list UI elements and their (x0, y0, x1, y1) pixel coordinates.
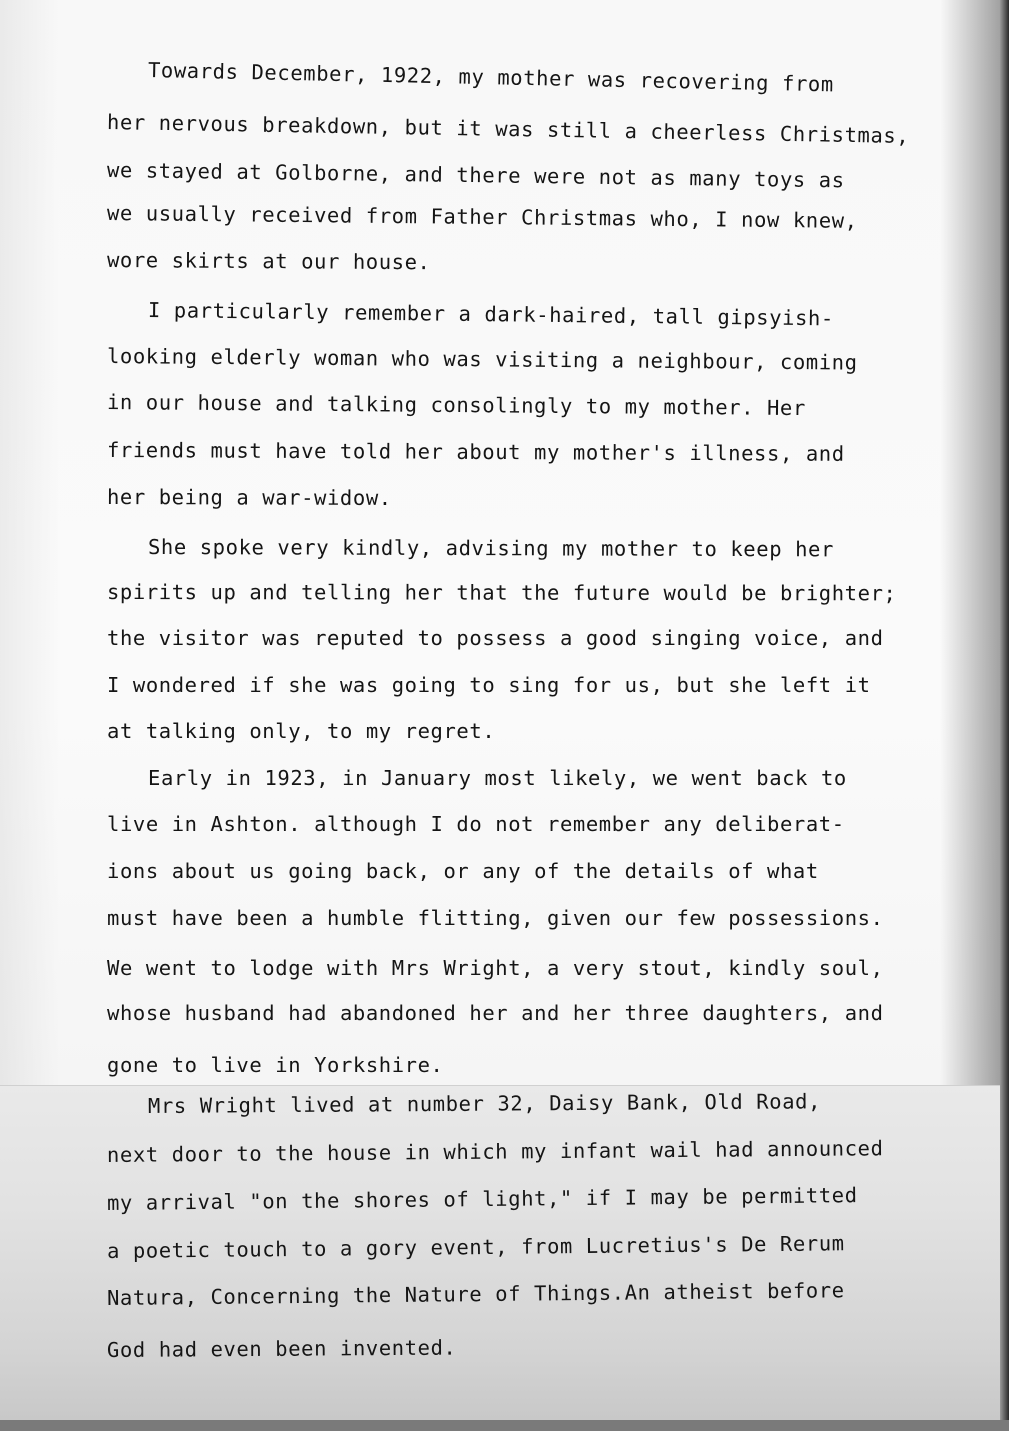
text-line: a poetic touch to a gory event, from Lucretius's De Rerum (106, 1231, 845, 1263)
text-line: the visitor was reputed to possess a good singing voice, and (107, 626, 884, 650)
text-line: in our house and talking consolingly to my mother. Her (106, 390, 806, 421)
text-line: her nervous breakdown, but it was still a cheerless Christmas, (106, 110, 910, 149)
text-line: gone to live in Yorkshire. (107, 1053, 444, 1077)
text-line: I particularly remember a dark-haired, tall gipsyish- (147, 298, 835, 331)
text-line: friends must have told her about my mother's illness, and (106, 438, 845, 466)
text-line: I wondered if she was going to sing for us, but she left it (107, 673, 871, 697)
text-line: Early in 1923, in January most likely, we went back to (148, 766, 847, 790)
text-line: Mrs Wright lived at number 32, Daisy Bank, Old Road, (147, 1089, 822, 1118)
text-line: spirits up and telling her that the future would be brighter; (106, 580, 897, 606)
text-line: next door to the house in which my infant wail had announced (106, 1136, 884, 1167)
text-line: looking elderly woman who was visiting a neighbour, coming (106, 344, 858, 375)
text-line: we usually received from Father Christmas who, I now knew, (106, 201, 858, 233)
text-line: live in Ashton. although I do not remember any deliberat- (107, 812, 845, 836)
text-line: her being a war-widow. (106, 485, 392, 510)
text-line: ions about us going back, or any of the details of what (107, 859, 819, 883)
text-line: my arrival "on the shores of light," if I may be permitted (106, 1183, 858, 1215)
text-line: whose husband had abandoned her and her three daughters, and (107, 1001, 884, 1025)
text-line: wore skirts at our house. (106, 248, 431, 275)
text-line: we stayed at Golborne, and there were not as many toys as (106, 158, 845, 193)
text-line: must have been a humble flitting, given our few possessions. (107, 906, 884, 930)
text-line: God had even been invented. (106, 1335, 457, 1362)
text-line: Natura, Concerning the Nature of Things.An atheist before (106, 1278, 845, 1310)
text-line: Towards December, 1922, my mother was recovering from (147, 58, 835, 97)
text-line: She spoke very kindly, advising my mother to keep her (147, 535, 834, 562)
text-line: We went to lodge with Mrs Wright, a very stout, kindly soul, (107, 956, 884, 980)
text-line: at talking only, to my regret. (107, 719, 496, 743)
